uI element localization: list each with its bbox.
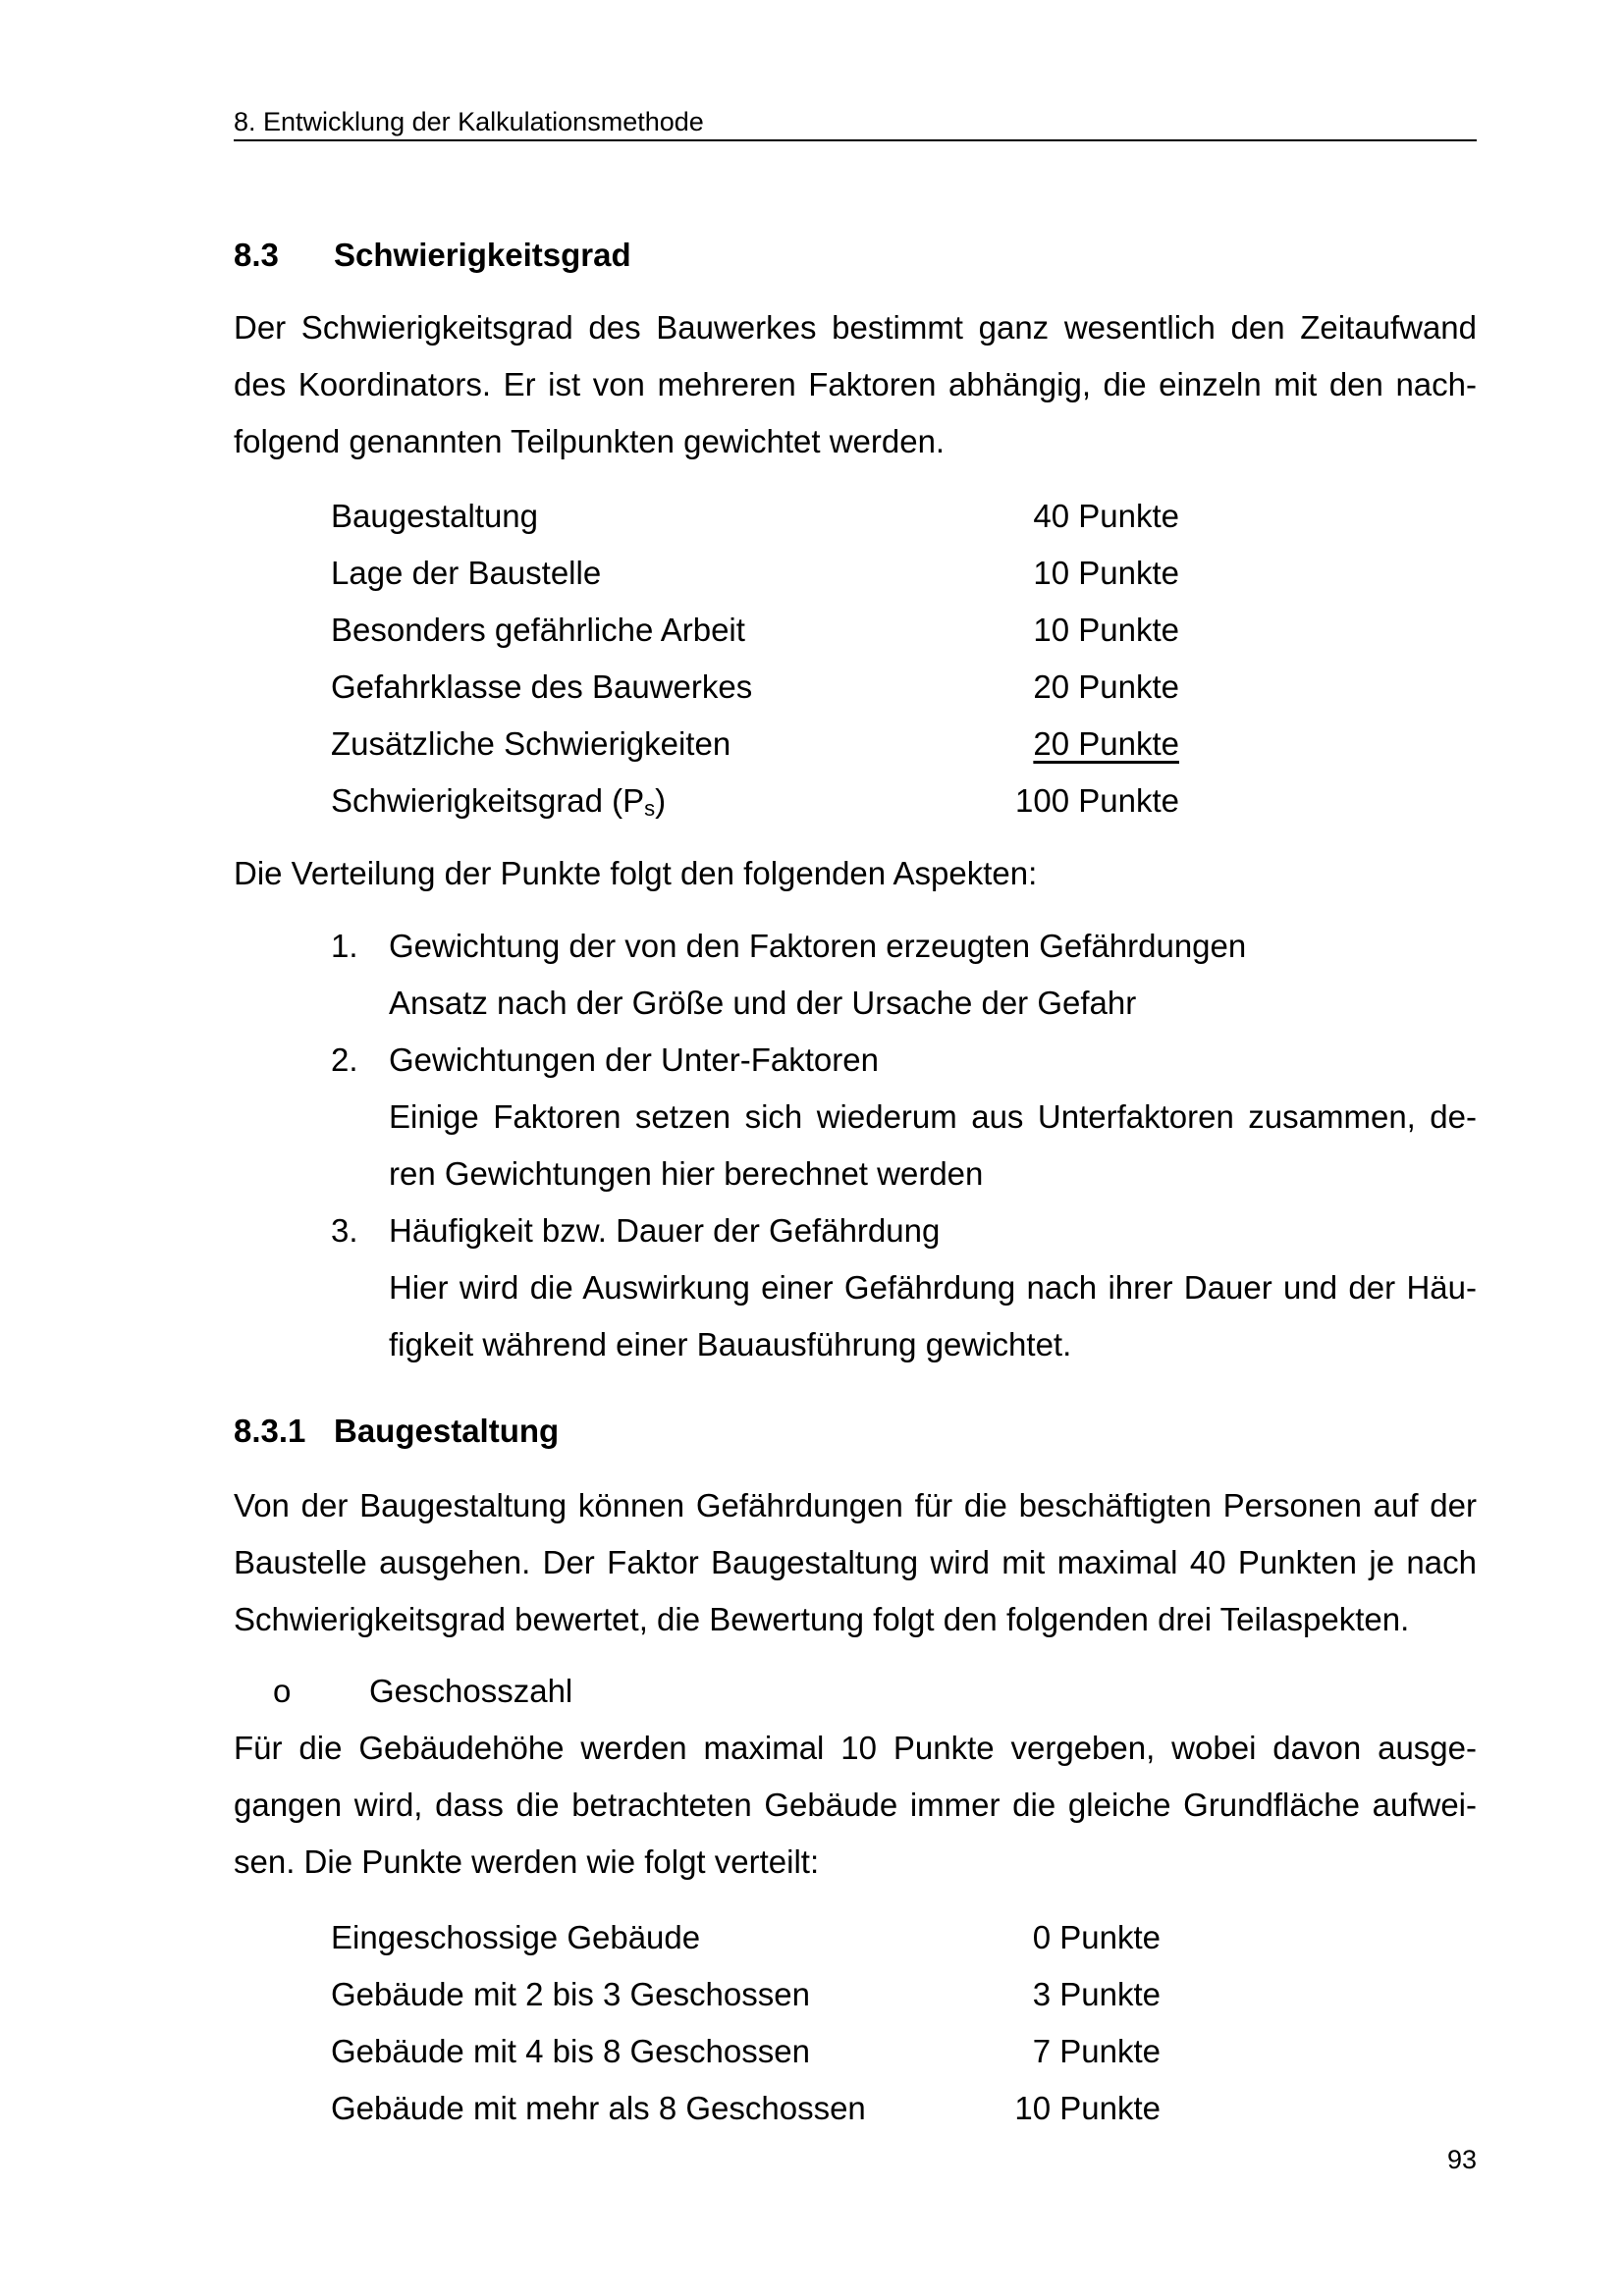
section-heading <box>234 236 631 275</box>
table-row <box>331 602 1179 659</box>
list-line: ren Gewichtungen hier berechnet werden <box>389 1155 984 1192</box>
subsection-intro <box>234 1477 1477 1648</box>
row-value: 40 Punkte <box>1033 498 1179 534</box>
list-item <box>331 918 1477 1032</box>
table-row <box>331 545 1179 602</box>
row-label: Gebäude mit 4 bis 8 Geschossen <box>331 2033 810 2069</box>
subsection-title: Baugestaltung <box>334 1413 560 1449</box>
intro-line: Von der Baugestaltung können Gefährdungen für die beschäftigten Personen auf der <box>234 1487 1477 1523</box>
total-value: 100 Punkte <box>1015 782 1179 819</box>
list-number: 3. <box>331 1212 358 1249</box>
total-label-text: Schwierigkeitsgrad (P <box>331 782 645 819</box>
table-row <box>331 1966 1161 2023</box>
list-number: 1. <box>331 928 358 964</box>
list-line: Ansatz nach der Größe und der Ursache der Gefahr <box>389 985 1137 1021</box>
list-line: figkeit während einer Bauausführung gewichtet. <box>389 1326 1072 1362</box>
table-row <box>331 488 1179 545</box>
list-number: 2. <box>331 1041 358 1078</box>
subsection-heading <box>234 1412 559 1451</box>
total-label <box>331 773 666 829</box>
intro-line: Schwierigkeitsgrad bewertet, die Bewertung folgt den folgenden drei Teilaspekten. <box>234 1601 1410 1637</box>
points-table <box>331 488 1179 829</box>
row-value: 10 Punkte <box>1033 555 1179 591</box>
intro-line: folgend genannten Teilpunkten gewichtet werden. <box>234 423 946 459</box>
row-value: 0 Punkte <box>1032 1919 1161 1955</box>
list-line: Einige Faktoren setzen sich wiederum aus Unterfaktoren zusammen, de- <box>389 1098 1477 1135</box>
table-row <box>331 2080 1161 2137</box>
row-label: Gebäude mit 2 bis 3 Geschossen <box>331 1976 810 2012</box>
row-label: Zusätzliche Schwierigkeiten <box>331 725 731 762</box>
row-label: Gefahrklasse des Bauwerkes <box>331 668 753 705</box>
paragraph-line: gangen wird, dass die betrachteten Gebäude immer die gleiche Grundfläche aufwei- <box>234 1787 1477 1823</box>
list-body <box>389 918 1477 1032</box>
bullet-title: Geschosszahl <box>369 1673 573 1709</box>
running-header: 8. Entwicklung der Kalkulationsmethode <box>234 106 1477 141</box>
list-item <box>331 1202 1477 1373</box>
row-value: 20 Punkte <box>1033 725 1179 762</box>
section-title: Schwierigkeitsgrad <box>334 237 631 273</box>
floors-table <box>331 1909 1161 2137</box>
row-value: 20 Punkte <box>1033 668 1179 705</box>
bullet-marker: o <box>273 1673 292 1709</box>
row-value: 7 Punkte <box>1032 2033 1161 2069</box>
intro-line: Der Schwierigkeitsgrad des Bauwerkes bestimmt ganz wesentlich den Zeitaufwand <box>234 309 1477 346</box>
total-label-close: ) <box>655 782 667 819</box>
list-line: Hier wird die Auswirkung einer Gefährdung nach ihrer Dauer und der Häu- <box>389 1269 1477 1306</box>
row-label: Baugestaltung <box>331 498 539 534</box>
subsection-number: 8.3.1 <box>234 1413 306 1449</box>
page-number: 93 <box>1446 2145 1477 2174</box>
table-total-row <box>331 773 1179 829</box>
total-label-subscript: s <box>644 796 656 821</box>
table-row <box>331 716 1179 773</box>
table-row <box>331 2023 1161 2080</box>
list-title: Gewichtung der von den Faktoren erzeugten Gefährdungen <box>389 928 1247 964</box>
row-label: Besonders gefährliche Arbeit <box>331 612 745 648</box>
section-number: 8.3 <box>234 237 279 273</box>
paragraph-line: Für die Gebäudehöhe werden maximal 10 Punkte vergeben, wobei davon ausge- <box>234 1730 1477 1766</box>
table-row <box>331 1909 1161 1966</box>
section-intro <box>234 299 1477 470</box>
row-label: Gebäude mit mehr als 8 Geschossen <box>331 2090 866 2126</box>
row-value: 10 Punkte <box>1014 2090 1161 2126</box>
list-title: Häufigkeit bzw. Dauer der Gefährdung <box>389 1212 941 1249</box>
row-value: 10 Punkte <box>1033 612 1179 648</box>
row-value: 3 Punkte <box>1032 1976 1161 2012</box>
list-item <box>331 1032 1477 1202</box>
intro-line: des Koordinators. Er ist von mehreren Faktoren abhängig, die einzeln mit den nach- <box>234 366 1477 402</box>
list-body <box>389 1202 1477 1373</box>
distribution-intro: Die Verteilung der Punkte folgt den folgenden Aspekten: <box>234 855 1038 891</box>
bullet-paragraph <box>234 1720 1477 1891</box>
paragraph-line: sen. Die Punkte werden wie folgt verteilt: <box>234 1843 820 1880</box>
table-row <box>331 659 1179 716</box>
intro-line: Baustelle ausgehen. Der Faktor Baugestaltung wird mit maximal 40 Punkten je nach <box>234 1544 1477 1580</box>
aspects-list <box>331 918 1477 1373</box>
row-label: Lage der Baustelle <box>331 555 602 591</box>
row-label: Eingeschossige Gebäude <box>331 1919 701 1955</box>
list-body <box>389 1032 1477 1202</box>
list-title: Gewichtungen der Unter-Faktoren <box>389 1041 879 1078</box>
